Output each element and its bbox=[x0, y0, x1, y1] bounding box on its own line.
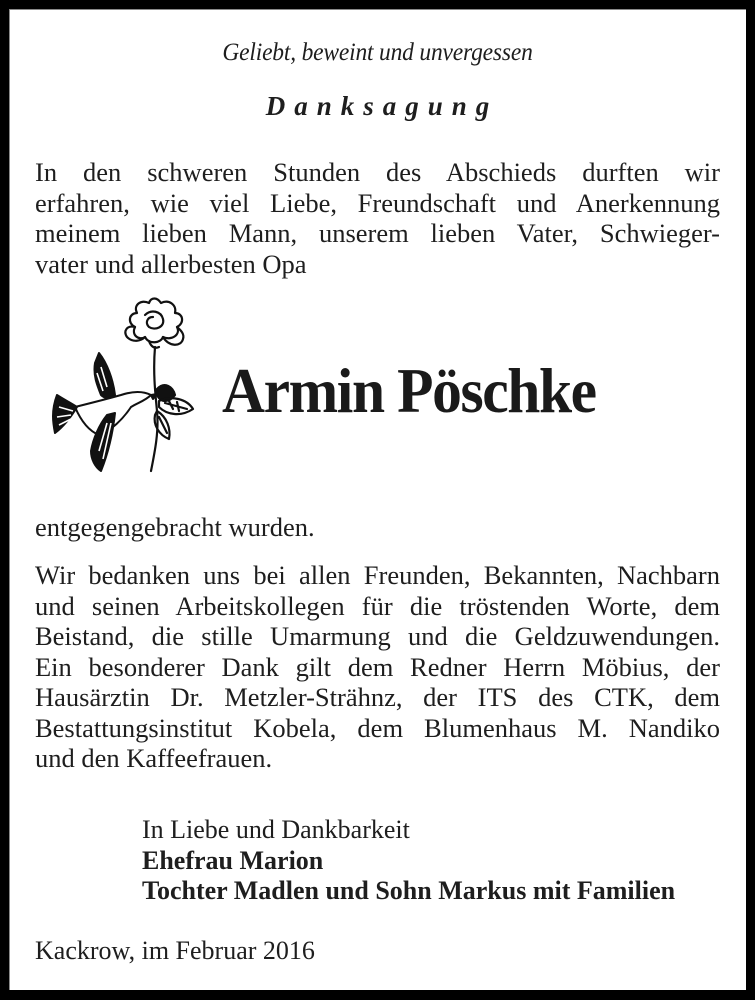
signature-block bbox=[142, 815, 675, 907]
children-names: Tochter Madlen und Sohn Markus mit Familien bbox=[142, 876, 676, 905]
spouse-name: Ehefrau Marion bbox=[142, 845, 324, 875]
dove-with-rose-icon bbox=[41, 291, 201, 486]
continuation-line bbox=[35, 512, 720, 543]
notice-title: Danksagung bbox=[265, 91, 499, 121]
text-line: erfahren, wie viel Liebe, Freundschaft und Anerkennung bbox=[35, 187, 720, 218]
obituary-notice bbox=[9, 9, 746, 990]
text-line: In den schweren Stunden des Abschieds durften wir bbox=[35, 157, 720, 187]
text-line: und den Kaffeefrauen. bbox=[35, 743, 273, 773]
text-line: Beistand, die stille Umarmung und die Geldzuwendungen. bbox=[35, 621, 720, 651]
text-line: Hausärztin Dr. Metzler-Strähnz, der ITS des CTK, dem bbox=[35, 682, 720, 712]
text-line: Wir bedanken uns bei allen Freunden, Bekannten, Nachbarn bbox=[35, 560, 720, 590]
text-line: Ein besonderer Dank gilt dem Redner Herrn Möbius, der bbox=[35, 651, 720, 682]
intro-paragraph bbox=[35, 157, 720, 279]
text-line: und seinen Arbeitskollegen für die tröstenden Worte, dem bbox=[35, 590, 720, 621]
text-line: vater und allerbesten Opa bbox=[35, 248, 307, 279]
text-line: Bestattungsinstitut Kobela, dem Blumenhaus M. Nandiko bbox=[35, 712, 720, 743]
deceased-name: Armin Pöschke bbox=[222, 355, 596, 426]
closing-phrase: In Liebe und Dankbarkeit bbox=[142, 815, 410, 844]
text-line: meinem lieben Mann, unserem lieben Vater, Schwieger- bbox=[35, 218, 720, 248]
thanks-paragraph bbox=[35, 560, 720, 774]
subtitle: Geliebt, beweint und unvergessen bbox=[222, 39, 533, 66]
text-line: entgegengebracht wurden. bbox=[35, 512, 315, 542]
place-date: Kackrow, im Februar 2016 bbox=[35, 936, 315, 965]
